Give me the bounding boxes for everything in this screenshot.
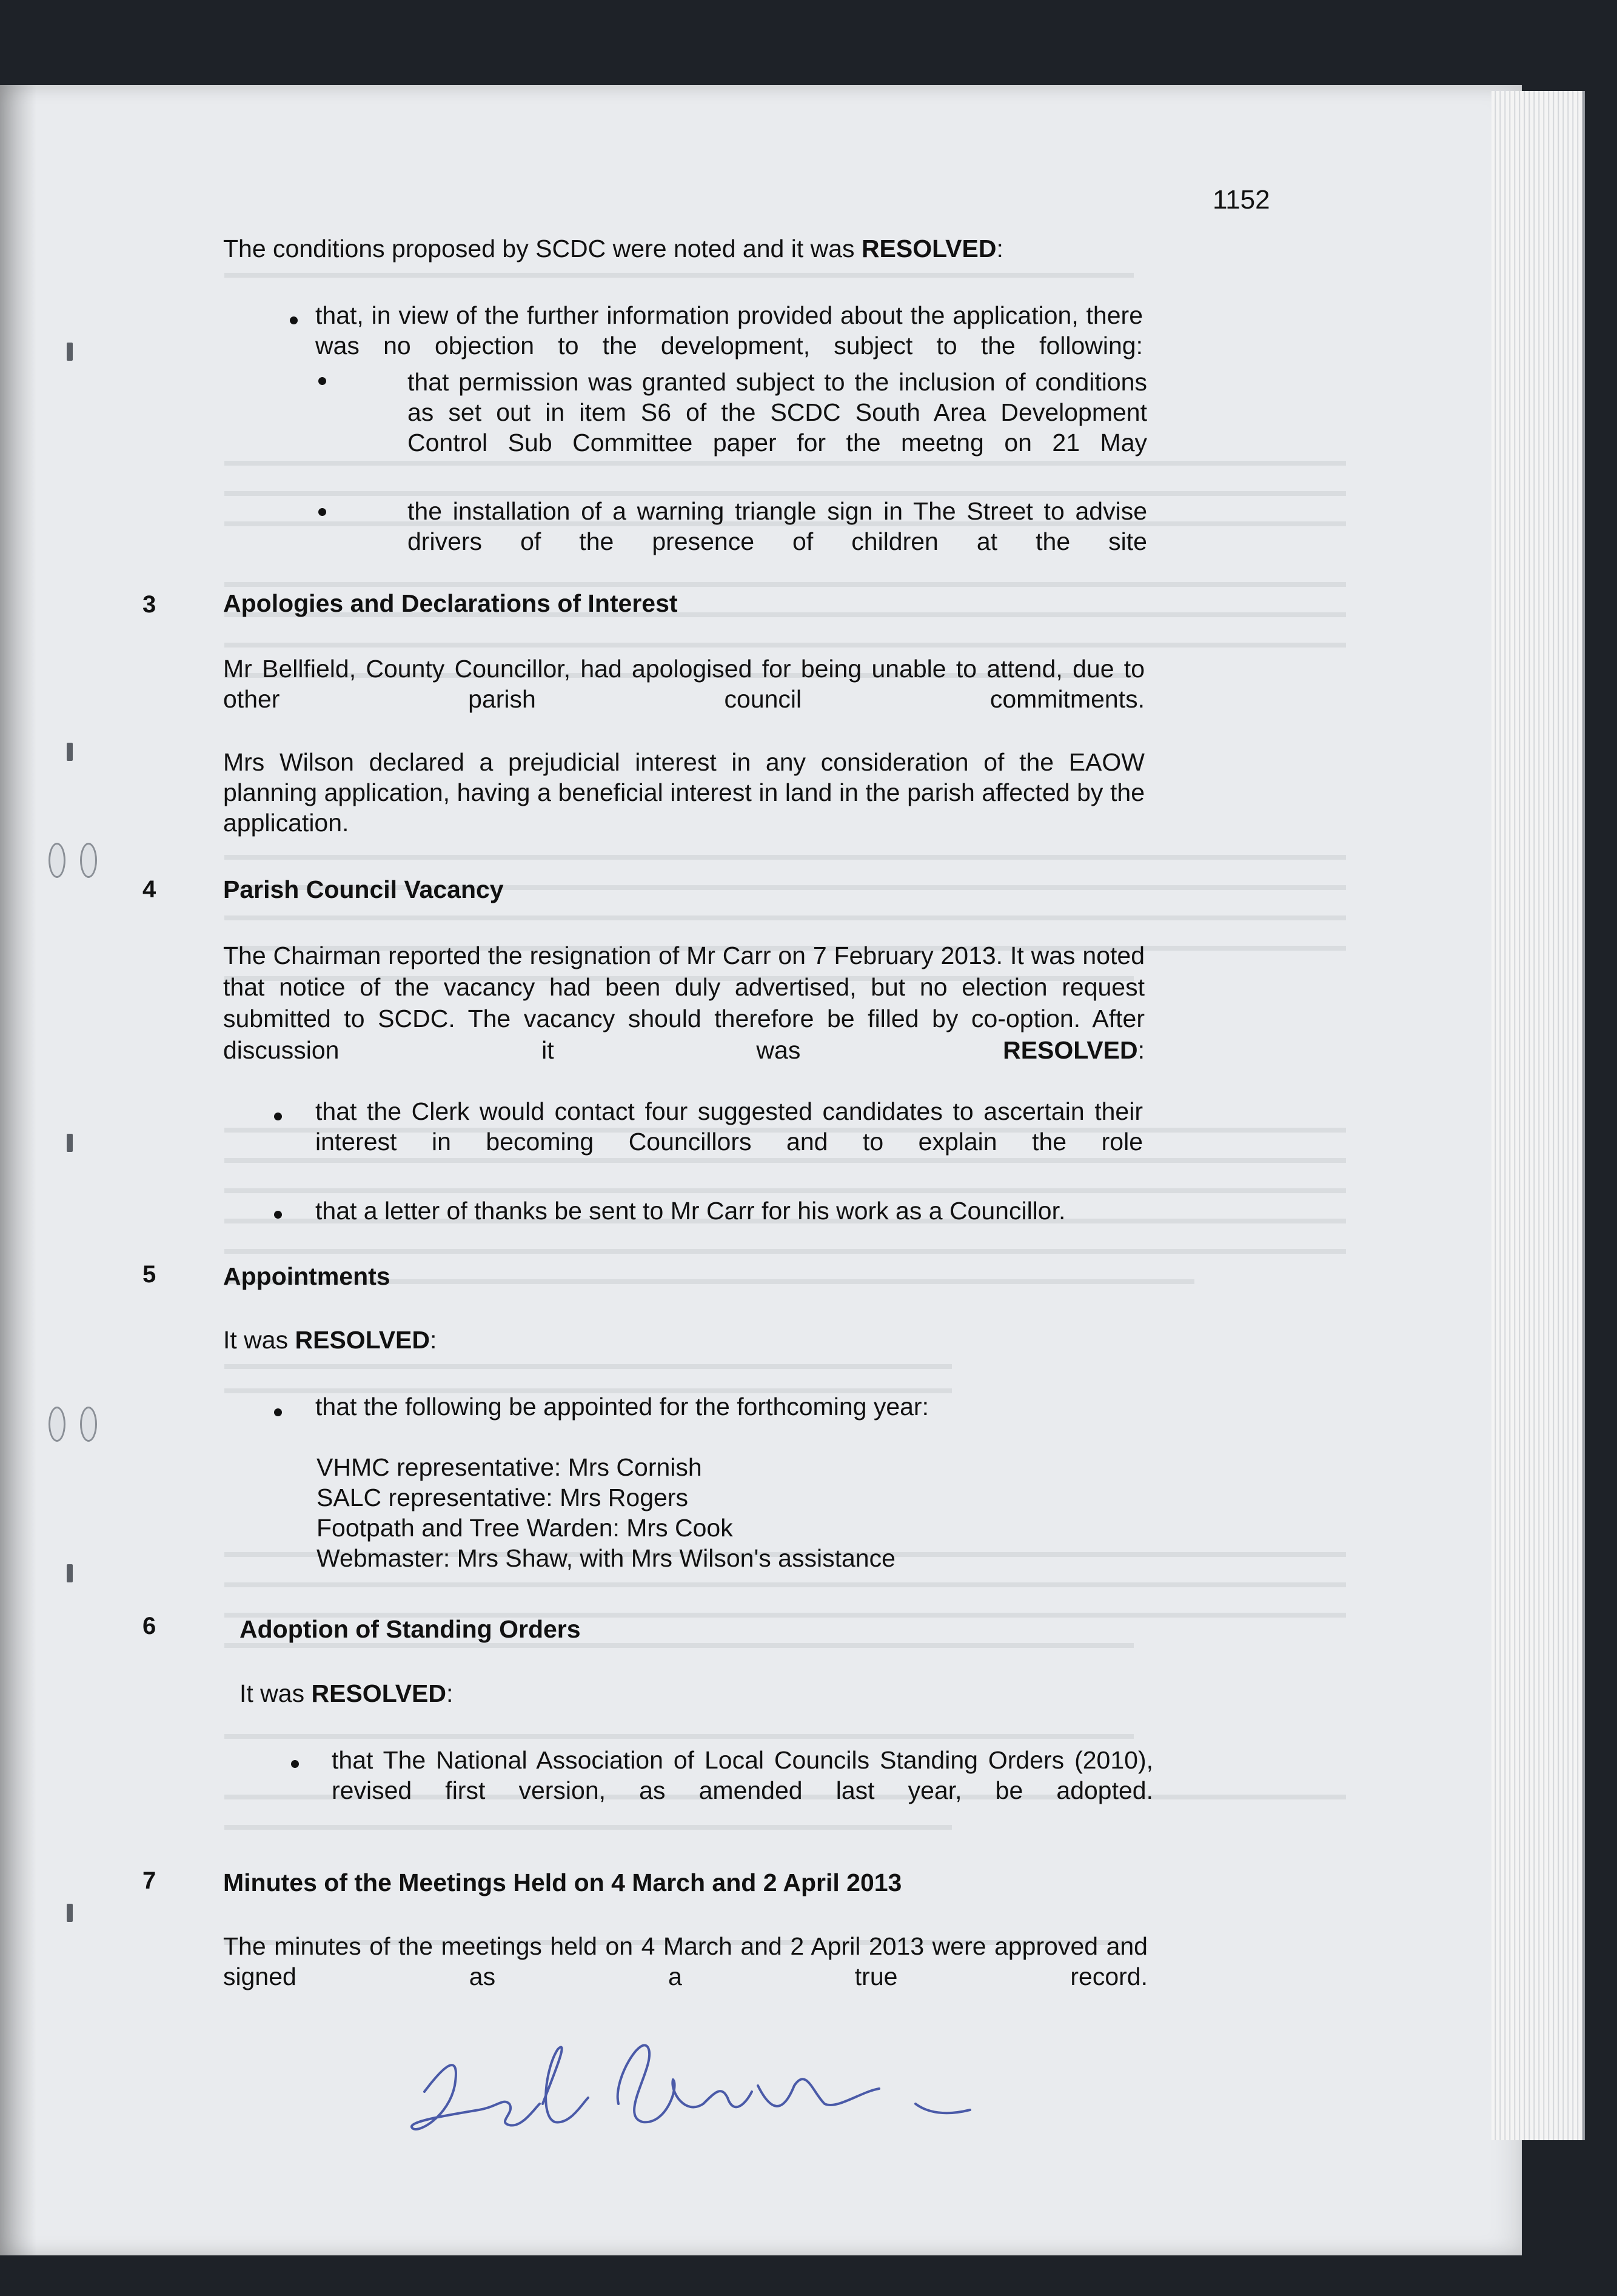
- intro-sentence: The conditions proposed by SCDC were noted and it was: [223, 235, 855, 263]
- section-heading-standing-orders: Adoption of Standing Orders: [239, 1615, 581, 1643]
- appointment-webmaster: Webmaster: Mrs Shaw, with Mrs Wilson's assistance: [316, 1544, 896, 1572]
- vacancy-resolved: RESOLVED: [1003, 1036, 1138, 1064]
- handwritten-signature: [388, 2013, 1055, 2170]
- appointment-vhmc: VHMC representative: Mrs Cornish: [316, 1453, 702, 1481]
- section-number: 7: [142, 1867, 156, 1894]
- appointments-resolved: RESOLVED: [295, 1326, 430, 1354]
- apologies-paragraph: Mr Bellfield, County Councillor, had apologised for being unable to attend, due to other parish council commitments.: [223, 655, 1145, 713]
- vacancy-paragraph: The Chairman reported the resignation of Mr Carr on 7 February 2013. It was noted that notice of the vacancy had been duly advertised, but no election request submitted to SCDC. The vacancy should therefore be filled by co-option. After discussion it was RESOLVED:: [223, 942, 1145, 1064]
- section-heading-apologies: Apologies and Declarations of Interest: [223, 589, 678, 617]
- appointments-bullet: that the following be appointed for the forthcoming year:: [315, 1393, 929, 1421]
- appointments-list: [316, 1452, 896, 1573]
- bullet-marker: [274, 1113, 282, 1120]
- bullet-marker: [290, 316, 298, 324]
- declaration-paragraph: Mrs Wilson declared a prejudicial interest in any consideration of the EAOW planning application, having a beneficial interest in land in the parish affected by the application.: [223, 748, 1145, 837]
- vacancy-text: The Chairman reported the resignation of Mr Carr on 7 February 2013. It was noted that notice of the vacancy had been duly advertised, but no election request submitted to SCDC. The vacancy should therefore be filled by co-option. After discussion it was: [223, 942, 1145, 1064]
- bullet-marker: [291, 1760, 299, 1768]
- resolved-sub-item-permission: that permission was granted subject to the inclusion of conditions as set out in item S6 of the SCDC South Area Development Control Sub Committee paper for the meetng on 21 May: [407, 368, 1147, 457]
- resolved-sub-item-sign: the installation of a warning triangle sign in The Street to advise drivers of the presence of children at the site: [407, 497, 1147, 555]
- section-number: 4: [142, 876, 156, 903]
- bullet-marker: [318, 377, 326, 385]
- section-number: 3: [142, 591, 156, 618]
- appointment-footpath-warden: Footpath and Tree Warden: Mrs Cook: [316, 1514, 733, 1542]
- section-heading-vacancy: Parish Council Vacancy: [223, 875, 504, 903]
- section-heading-minutes: Minutes of the Meetings Held on 4 March and 2 April 2013: [223, 1869, 902, 1896]
- intro-resolved: RESOLVED: [861, 235, 997, 263]
- standing-orders-resolved: RESOLVED: [311, 1679, 446, 1707]
- section-number: 5: [142, 1261, 156, 1288]
- appointments-intro: It was RESOLVED:: [223, 1326, 437, 1354]
- page-number: 1152: [1213, 185, 1270, 215]
- bullet-marker: [274, 1408, 282, 1416]
- appointment-salc: SALC representative: Mrs Rogers: [316, 1484, 688, 1511]
- resolved-main-item: that, in view of the further information provided about the application, there was no objection to the development, subject to the following:: [315, 301, 1143, 360]
- bullet-marker: [318, 508, 326, 516]
- appointments-it-was: It was: [223, 1326, 289, 1354]
- vacancy-bullet-clerk: that the Clerk would contact four suggested candidates to ascertain their interest in becoming Councillors and to explain the role: [315, 1097, 1143, 1156]
- section-heading-appointments: Appointments: [223, 1262, 390, 1290]
- standing-orders-intro: It was RESOLVED:: [239, 1679, 454, 1707]
- standing-orders-bullet: that The National Association of Local Councils Standing Orders (2010), revised first version, as amended last year, be adopted.: [332, 1746, 1153, 1804]
- section-number: 6: [142, 1613, 156, 1639]
- vacancy-bullet-thanks: that a letter of thanks be sent to Mr Carr for his work as a Councillor.: [315, 1197, 1066, 1225]
- intro-text: The conditions proposed by SCDC were noted and it was RESOLVED:: [223, 235, 1003, 263]
- bullet-marker: [274, 1211, 282, 1219]
- minutes-paragraph: The minutes of the meetings held on 4 March and 2 April 2013 were approved and signed as a true record.: [223, 1932, 1148, 1990]
- standing-orders-it-was: It was: [239, 1679, 305, 1707]
